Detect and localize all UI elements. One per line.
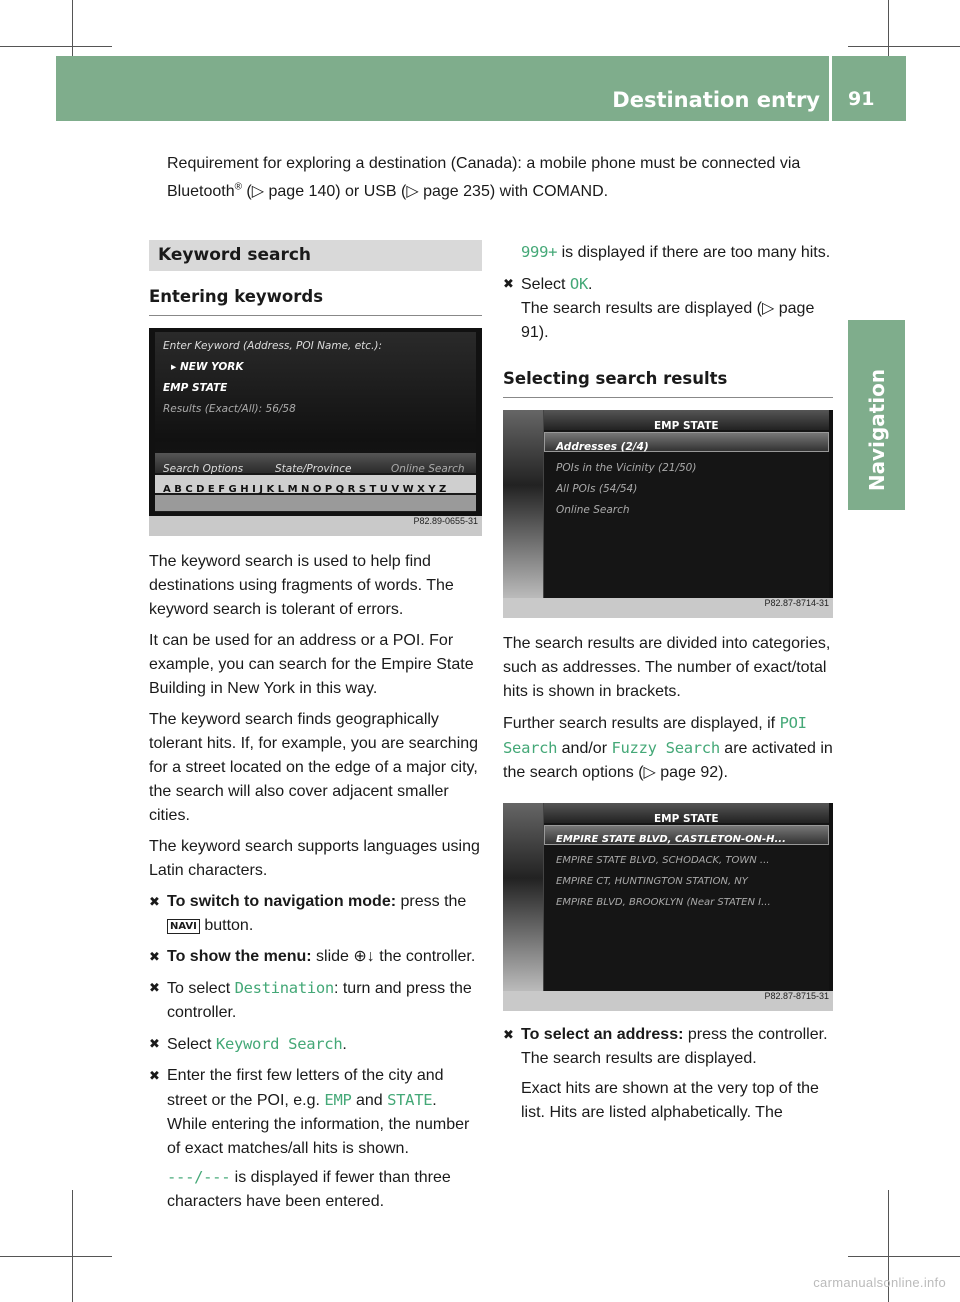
screen-list-item: EMPIRE STATE BLVD, CASTLETON-ON-H... [556,834,786,845]
screen-menu-item: State/Province [275,463,352,475]
step-item: ✖ To select Destination: turn and press the controller. [149,976,482,1025]
left-column [149,240,482,1214]
paragraph: The search results are divided into categories, such as addresses. The number of exact/total hits is shown in brackets. [503,635,831,700]
navi-button-icon: NAVI [167,919,200,934]
side-tab-label: Navigation [864,369,889,492]
screen-title: EMP STATE [654,813,719,825]
screen-list-item: POIs in the Vicinity (21/50) [556,462,697,474]
step-item: ✖ To select an address: press the controller. The search results are displayed. Exact hits are shown at the very top of the list. Hits are listed alphabetically. The [503,1023,833,1125]
screen-list-item: EMPIRE CT, HUNTINGTON STATION, NY [556,876,748,887]
step-arrow-icon: ✖ [149,1068,160,1083]
header-title: Destination entry [612,88,820,112]
step-item: ✖ To show the menu: slide ⊕↓ the controller. [149,945,482,969]
paragraph: It can be used for an address or a POI. For example, you can search for the Empire State Building in New York in this way. [149,632,474,697]
subheading: Entering keywords [149,285,482,316]
screen-list-item: EMPIRE STATE BLVD, SCHODACK, TOWN ... [556,855,770,866]
figure-caption: P82.87-8714-31 [764,598,829,608]
screen-entry: EMP STATE [163,382,228,394]
crop-mark [0,46,112,47]
step-arrow-icon: ✖ [149,894,160,909]
screen-menu-item: Online Search [391,463,465,475]
section-heading: Keyword search [149,240,482,271]
figure-caption: P82.89-0655-31 [413,516,478,526]
screen-results: Results (Exact/All): 56/58 [163,403,296,415]
crop-mark [848,46,960,47]
right-column [503,240,833,1125]
screen-search-results [503,410,833,618]
screen-list-item: All POIs (54/54) [556,483,638,495]
step-item: ✖ Select OK. The search results are displayed (▷ page 91). [503,272,833,345]
screen-address-results [503,803,833,1011]
paragraph: Further search results are displayed, if POI Search and/or Fuzzy Search are activated in the search options (▷ page 92). [503,714,833,781]
crop-mark [848,1256,960,1257]
continued-text: 999+ is displayed if there are too many hits. [521,243,831,261]
screen-list-item: EMPIRE BLVD, BROOKLYN (Near STATEN I... [556,897,771,908]
screen-list-item: Addresses (2/4) [556,441,649,453]
header-divider [829,56,832,121]
watermark: carmanualsonline.info [813,1275,946,1290]
crop-mark [72,1190,73,1302]
screen-list-item: Online Search [556,504,630,516]
page-number: 91 [848,88,875,110]
paragraph: The keyword search supports languages using Latin characters. [149,838,480,879]
step-item: ✖ Select Keyword Search. [149,1032,482,1057]
subheading: Selecting search results [503,367,833,398]
crop-mark [0,1256,112,1257]
intro-paragraph: Requirement for exploring a destination (Canada): a mobile phone must be connected via Bluetooth® (▷ page 140) or USB (▷ page 235) with COMAND. [167,155,801,200]
step-arrow-icon: ✖ [149,980,160,995]
step-arrow-icon: ✖ [149,949,160,964]
step-item: ✖ Enter the first few letters of the city and street or the POI, e.g. EMP and STATE. While entering the information, the number of exact matches/all hits is shown. ---/--- is displayed if fewer than three characters have been entered. [149,1064,482,1214]
step-arrow-icon: ✖ [149,1036,160,1051]
paragraph: The keyword search is used to help find destinations using fragments of words. The keyword search is tolerant of errors. [149,553,454,618]
paragraph: The keyword search finds geographically tolerant hits. If, for example, you are searching for a street located on the edge of a major city, the search will also cover adjacent smaller cities. [149,711,479,824]
screen-keyboard: A B C D E F G H I J K L M N O P Q R S T U V W X Y Z [163,484,447,495]
screen-title: EMP STATE [654,420,719,432]
step-arrow-icon: ✖ [503,1027,514,1042]
figure-caption: P82.87-8715-31 [764,991,829,1001]
screen-location: ▸ NEW YORK [171,361,244,373]
step-arrow-icon: ✖ [503,276,514,291]
screen-menu-item: Search Options [163,463,244,475]
screen-prompt: Enter Keyword (Address, POI Name, etc.): [163,340,383,352]
step-item: ✖ To switch to navigation mode: press the NAVI button. [149,890,482,938]
screen-keyword-entry [149,328,482,536]
